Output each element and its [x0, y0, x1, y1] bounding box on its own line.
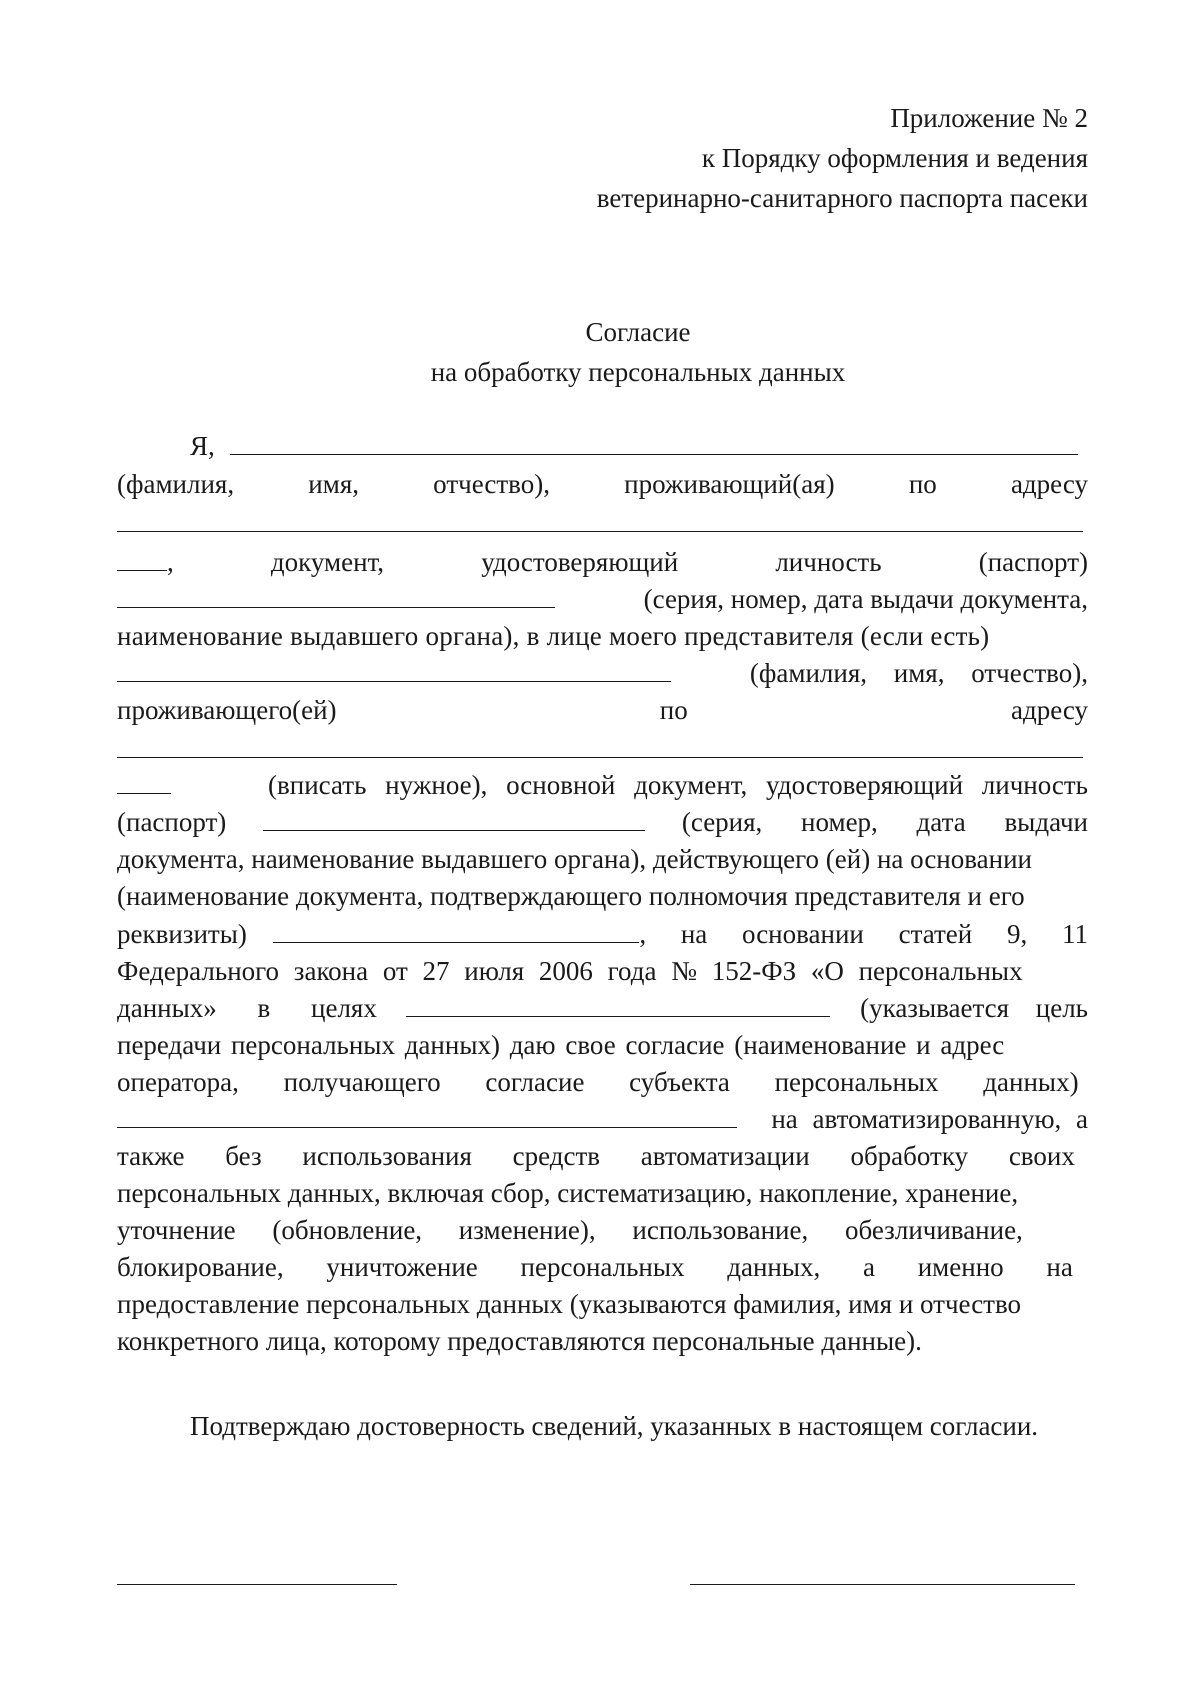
confirmation-statement: Подтверждаю достоверность сведений, указанных в настоящем согласии. [190, 1411, 1039, 1441]
body-line-20: также без использования средств автоматизации обработку своих [117, 1141, 1075, 1171]
appendix-number: Приложение № 2 [890, 103, 1088, 133]
body-text: (фамилия, имя, отчество), [749, 658, 1088, 688]
body-line-23: блокирование, уничтожение персональных данных, а именно на [117, 1252, 1073, 1282]
body-text: (указывается цель [860, 993, 1088, 1023]
address-extra-blank[interactable] [117, 767, 171, 794]
body-text: реквизиты) [117, 919, 247, 949]
body-text: (паспорт) [117, 807, 227, 837]
body-line-8 [117, 692, 1088, 728]
body-word: проживающий(ая) [624, 469, 835, 499]
full-name-signature-blank[interactable] [690, 1584, 1075, 1585]
body-line-12: документа, наименование выдавшего органа), действующего (ей) на основании [117, 844, 1032, 874]
body-text: данных» в целях [117, 993, 377, 1023]
operator-blank[interactable] [117, 1101, 737, 1128]
body-text: , на основании статей 9, 11 [639, 919, 1088, 949]
body-line-16 [117, 990, 1088, 1026]
purpose-blank[interactable] [406, 990, 830, 1017]
appendix-reference-cont: ветеринарно-санитарного паспорта пасеки [596, 183, 1088, 213]
body-word: (фамилия, [117, 469, 235, 499]
body-line-2 [117, 466, 1088, 502]
body-word: проживающего(ей) [117, 695, 337, 725]
body-text: (вписать нужное), основной документ, удостоверяющий личность [268, 770, 1088, 800]
appendix-reference: к Порядку оформления и ведения [701, 143, 1088, 173]
representative-address-blank[interactable] [117, 757, 1083, 758]
body-line-6: наименование выдавшего органа), в лице моего представителя (если есть) [117, 621, 990, 651]
body-line-1 [190, 428, 1088, 464]
body-word: имя, [308, 469, 359, 499]
body-line-13: (наименование документа, подтверждающего полномочия представителя и его [117, 881, 1025, 911]
body-word: (паспорт) [978, 547, 1088, 577]
signature-blank[interactable] [117, 1584, 397, 1585]
body-line-25: конкретного лица, которому предоставляются персональные данные). [117, 1326, 922, 1356]
body-line-11 [117, 804, 1088, 840]
body-line-15: Федерального закона от 27 июля 2006 года № 152-ФЗ «О персональных [117, 956, 1023, 986]
body-line-14 [117, 916, 1088, 952]
full-name-blank[interactable] [230, 428, 1078, 455]
body-word: документ, [270, 547, 385, 577]
body-line-17: передачи персональных данных) даю свое согласие (наименование и адрес [117, 1030, 1005, 1060]
body-word: адресу [1010, 695, 1088, 725]
title-subtitle: на обработку персональных данных [430, 357, 846, 387]
body-line-5 [117, 581, 1088, 617]
body-word: по [908, 469, 937, 499]
appendix-header [597, 98, 1088, 218]
body-word: удостоверяющий [481, 547, 679, 577]
body-line-19 [117, 1101, 1088, 1137]
body-text: (серия, номер, дата выдачи [681, 807, 1088, 837]
title-main: Согласие [585, 317, 691, 347]
body-line-4 [117, 544, 1088, 580]
requisites-blank[interactable] [273, 916, 639, 943]
address-extra-blank[interactable] [117, 544, 167, 571]
body-text: Я, [190, 431, 215, 461]
representative-passport-blank[interactable] [263, 804, 645, 831]
body-word: адресу [1010, 469, 1088, 499]
body-text: (серия, номер, дата выдачи документа, [643, 584, 1088, 614]
body-line-22: уточнение (обновление, изменение), использование, обезличивание, [117, 1215, 1023, 1245]
address-blank[interactable] [117, 531, 1083, 532]
body-line-10 [117, 767, 1088, 803]
body-line-21: персональных данных, включая сбор, систематизацию, накопление, хранение, [117, 1178, 1019, 1208]
body-text: на автоматизированную, а [771, 1104, 1088, 1134]
body-line-24: предоставление персональных данных (указываются фамилия, имя и отчество [117, 1289, 1022, 1319]
document-title [0, 312, 1200, 392]
representative-name-blank[interactable] [117, 655, 671, 682]
body-text: , [167, 547, 174, 577]
body-word: личность [775, 547, 882, 577]
body-line-7 [117, 655, 1088, 691]
body-word: по [659, 695, 688, 725]
body-line-18: оператора, получающего согласие субъекта персональных данных) [117, 1067, 1079, 1097]
body-word: отчество), [433, 469, 550, 499]
passport-blank[interactable] [117, 581, 555, 608]
